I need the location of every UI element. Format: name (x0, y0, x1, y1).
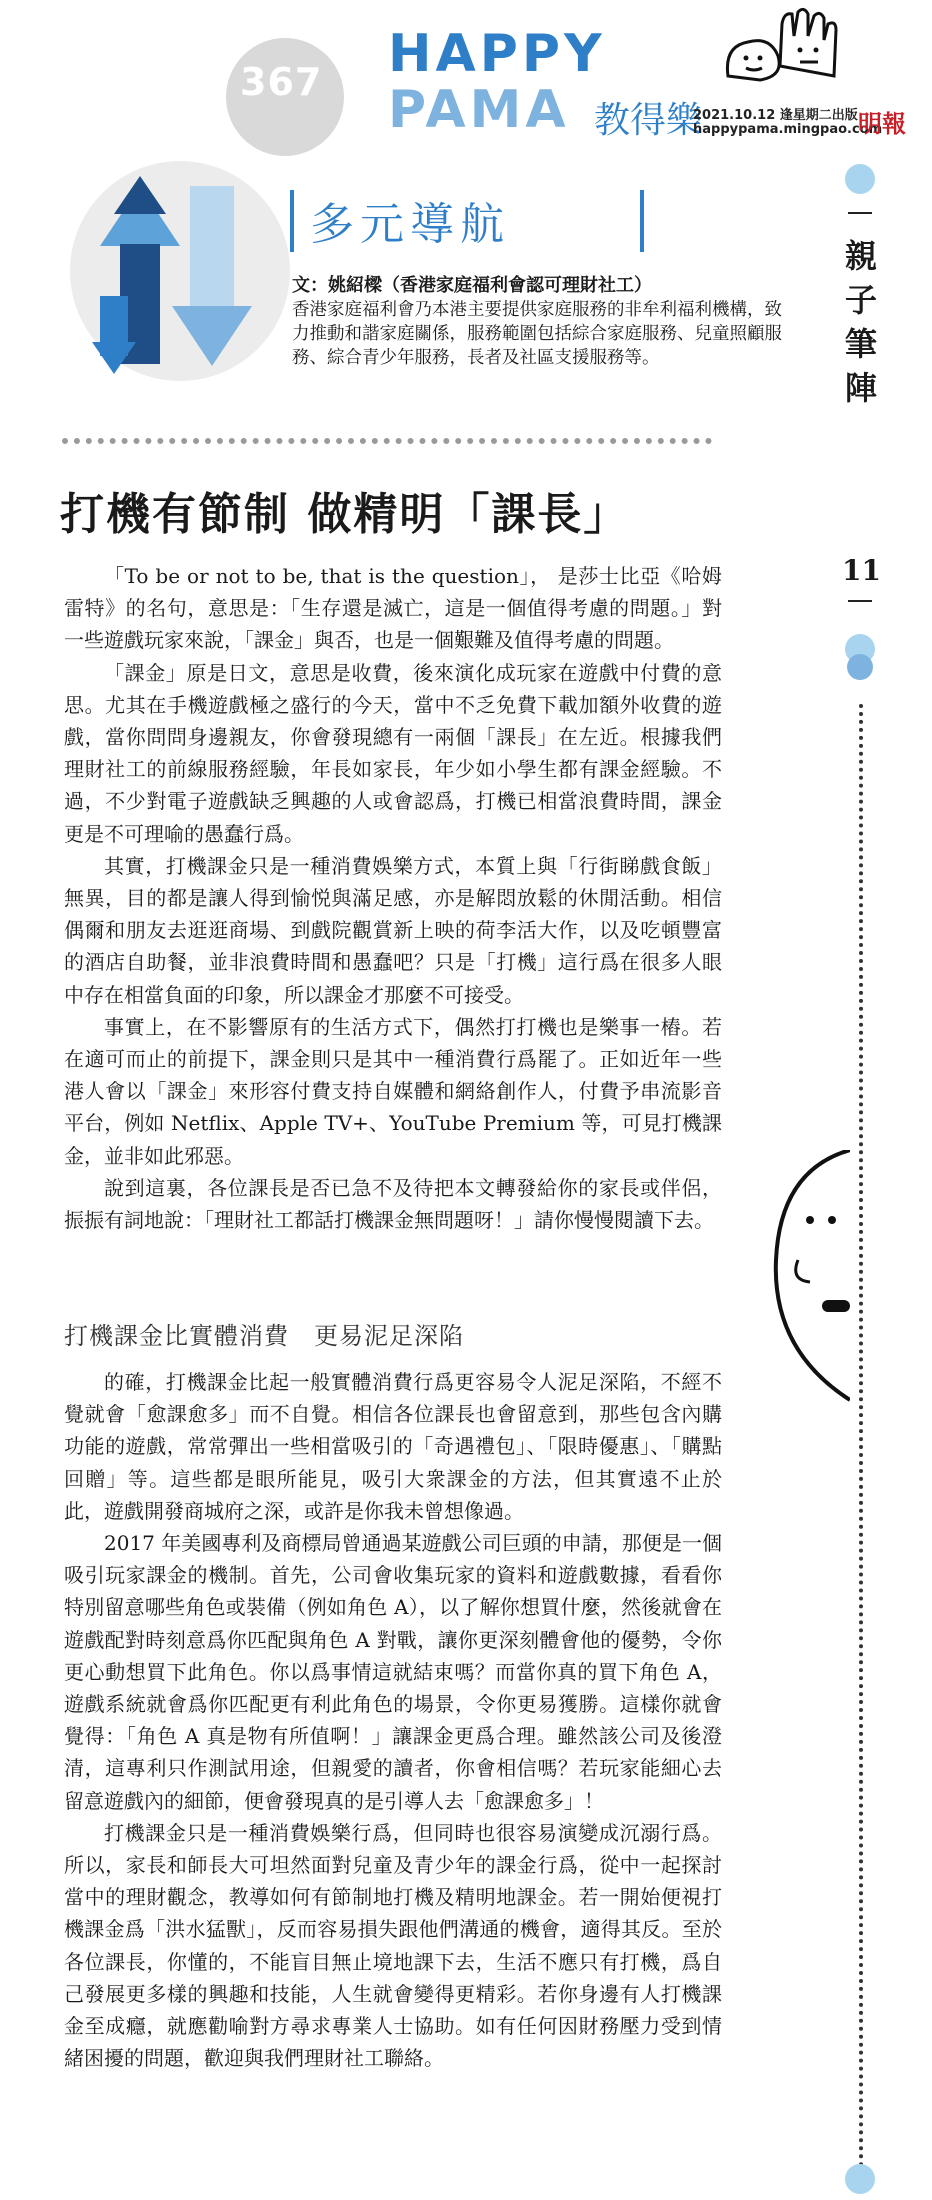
column-title: 多元導航 (310, 199, 510, 250)
article-body-part2 (64, 1366, 722, 2074)
author-line: 文：姚紹樑（香港家庭福利會認可理財社工） (292, 275, 652, 296)
paragraph: 「To be or not to be, that is the question」， 是莎士比亞《哈姆雷特》的名句，意思是：「生存還是滅亡，這是一個值得考慮的問題。」對一些遊戲玩家來說，「課金」與否，也是一個艱難及值得考慮的問題。 (64, 564, 722, 653)
author-bio: 香港家庭福利會乃本港主要提供家庭服務的非牟利福利機構，致力推動和諧家庭關係，服務範圍包括綜合家庭服務、兒童照顧服務、綜合青少年服務，長者及社區支援服務等。 (292, 300, 782, 368)
paragraph: 其實，打機課金只是一種消費娛樂方式，本質上與「行街睇戲食飯」無異，目的都是讓人得到愉悦與滿足感，亦是解悶放鬆的休閒活動。相信偶爾和朋友去逛逛商場、到戲院觀賞新上映的荷李活大作，以及吃頓豐富的酒店自助餐，並非浪費時間和愚蠢吧？只是「打機」這行爲在很多人眼中存在相當負面的印象，所以課金才那麼不可接受。 (64, 853, 722, 1007)
mascot-icons (720, 6, 850, 102)
brand-happy (388, 24, 606, 84)
masthead (0, 0, 932, 150)
brand-pama: PAMA (388, 80, 570, 140)
rail-dot-bottom (845, 2164, 875, 2194)
paragraph: 的確，打機課金比起一般實體消費行爲更容易令人泥足深陷，不經不覺就會「愈課愈多」而不自覺。相信各位課長也會留意到，那些包含內購功能的遊戲，常常彈出一些相當吸引的「奇遇禮包」、「限時優惠」、「購點回贈」等。這些都是眼所能見，吸引大衆課金的方法，但其實遠不止於此，遊戲開發商城府之深，或許是你我未曾想像過。 (64, 1370, 722, 1523)
newspaper-logo: 明報 (858, 109, 906, 138)
face-illustration (770, 1150, 850, 1410)
website: happypama.mingpao.com (693, 122, 883, 137)
paragraph: 「課金」原是日文，意思是收費，後來演化成玩家在遊戲中付費的意思。尤其在手機遊戲極之盛行的今天，當中不乏免費下載加額外收費的遊戲，當你問問身邊親友，你會發現總有一兩個「課長」在左近。根據我們理財社工的前線服務經驗，年長如家長，年少如小學生都有課金經驗。不過，不少對電子遊戲缺乏興趣的人或會認爲，打機已相當浪費時間，課金更是不可理喻的愚蠢行爲。 (64, 660, 722, 846)
paragraph: 事實上，在不影響原有的生活方式下，偶然打打機也是樂事一樁。若在適可而止的前提下，課金則只是其中一種消費行爲罷了。正如近年一些港人會以「課金」來形容付費支持自媒體和網絡創作人，付費予串流影音平台，例如 Netflix、Apple TV+、YouTube Premium 等，可見打機課金，並非如此邪惡。 (64, 1014, 722, 1168)
publish-date: 2021.10.12 逢星期二出版 (693, 108, 858, 123)
column-intro (60, 156, 782, 416)
section-divider (62, 438, 712, 444)
paragraph: 說到這裏，各位課長是否已急不及待把本文轉發給你的家長或伴侶，振振有詞地說：「理財社工都話打機課金無問題呀！」請你慢慢閱讀下去。 (64, 1175, 722, 1233)
article-subheading: 打機課金比實體消費 更易泥足深陷 (64, 1322, 464, 1350)
issue-number: 367 (240, 60, 323, 104)
article-headline: 打機有節制 做精明「課長」 (60, 489, 630, 540)
brand-happy-text: HAPPY (388, 24, 606, 84)
page-number: 11 (842, 554, 881, 587)
rail-dot-top (845, 164, 875, 194)
paragraph: 2017 年美國專利及商標局曾通過某遊戲公司巨頭的申請，那便是一個吸引玩家課金的機制。首先，公司會收集玩家的資料和遊戲數據，看看你特別留意哪些角色或裝備（例如角色 A），以了解你想買什麼，然後就會在遊戲配對時刻意爲你匹配與角色 A 對戰，讓你更深刻體會他的優勢，令你更心動想買下此角色。你以爲事情這就結束嗎？而當你真的買下角色 A，遊戲系統就會爲你匹配更有利此角色的場景，令你更易獲勝。這樣你就會覺得：「角色 A 真是物有所值啊！」讓課金更爲合理。雖然該公司及後澄清，這專利只作測試用途，但親愛的讀者，你會相信嗎？若玩家能細心去留意遊戲內的細節，便會發現真的是引導人去「愈課愈多」！ (64, 1531, 722, 1813)
brand-subtitle: 教得樂 (594, 100, 703, 141)
paragraph: 打機課金只是一種消費娛樂行爲，但同時也很容易演變成沉溺行爲。所以，家長和師長大可坦然面對兒童及青少年的課金行爲，從中一起探討當中的理財觀念，教導如何有節制地打機及精明地課金。若一開始便視打機課金爲「洪水猛獸」，反而容易損失跟他們溝通的機會，適得其反。至於各位課長，你懂的，不能盲目無止境地課下去，生活不應只有打機，爲自己發展更多樣的興趣和技能，人生就會變得更精彩。若你身邊有人打機課金至成癮，就應勸喻對方尋求專業人士協助。如有任何因財務壓力受到情緒困擾的問題，歡迎與我們理財社工聯絡。 (64, 1820, 722, 2071)
arrows-illustration (70, 156, 290, 386)
rail-dotted-line (859, 704, 863, 2184)
rail-dot-mid-2 (847, 654, 873, 680)
rail-dash (848, 212, 872, 214)
rail-dash-2 (848, 600, 872, 602)
article-body-part1 (64, 560, 722, 1236)
section-name-vertical: 親 子 筆 陣 (844, 237, 877, 407)
